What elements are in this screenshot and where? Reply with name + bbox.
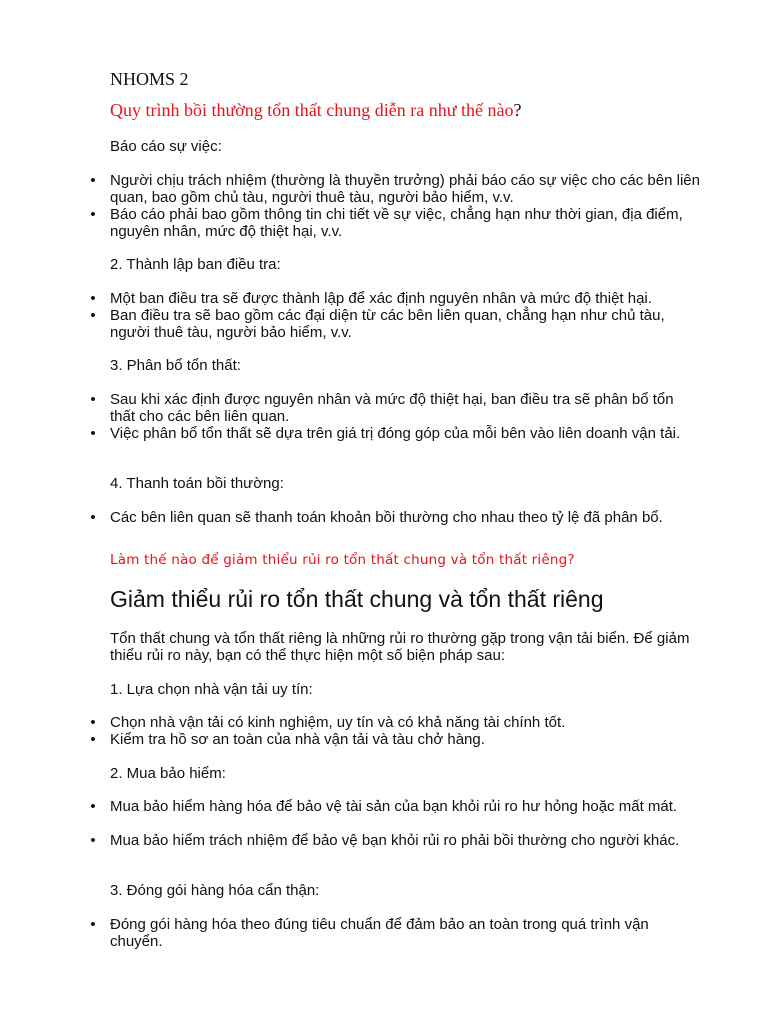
measure-2-item-2 <box>90 832 700 849</box>
section-4-item-1 <box>90 509 700 526</box>
section-2-heading: 2. Thành lập ban điều tra: <box>110 256 281 273</box>
measure-2-item-1 <box>90 798 700 815</box>
section-1-item-1 <box>90 172 700 206</box>
list-item-text: Kiểm tra hồ sơ an toàn của nhà vận tải và tàu chở hàng. <box>110 731 485 748</box>
bullet-icon: • <box>90 509 96 526</box>
section-heading-2: Giảm thiểu rủi ro tổn thất chung và tổn thất riêng <box>110 586 604 612</box>
section-1-item-2 <box>90 206 700 240</box>
bullet-icon: • <box>90 916 96 933</box>
section-3-heading: 3. Phân bổ tổn thất: <box>110 357 241 374</box>
section-3-item-2 <box>90 425 700 442</box>
measure-1-item-2 <box>90 731 700 748</box>
bullet-icon: • <box>90 172 96 189</box>
bullet-icon: • <box>90 714 96 731</box>
bullet-icon: • <box>90 798 96 815</box>
list-item-text: Chọn nhà vận tải có kinh nghiệm, uy tín và có khả năng tài chính tốt. <box>110 714 566 731</box>
list-item-text: Mua bảo hiểm trách nhiệm để bảo vệ bạn khỏi rủi ro phải bồi thường cho người khác. <box>110 832 680 849</box>
question-1-mark: ? <box>513 100 522 120</box>
list-item-text: Sau khi xác định được nguyên nhân và mức độ thiệt hại, ban điều tra sẽ phân bổ tổn thất cho các bên liên quan. <box>110 391 674 425</box>
list-item-text: Các bên liên quan sẽ thanh toán khoản bồi thường cho nhau theo tỷ lệ đã phân bổ. <box>110 509 663 526</box>
question-1-text: Quy trình bồi thường tổn thất chung diễn ra như thế nào <box>110 100 514 120</box>
question-heading-1 <box>110 99 521 121</box>
measure-3-heading: 3. Đóng gói hàng hóa cẩn thận: <box>110 882 320 899</box>
measure-1-item-1 <box>90 714 700 731</box>
section-1-heading: Báo cáo sự việc: <box>110 138 222 155</box>
section-4-heading: 4. Thanh toán bồi thường: <box>110 475 284 492</box>
intro-paragraph: Tổn thất chung và tổn thất riêng là những rủi ro thường gặp trong vận tải biển. Để giảm thiểu rủi ro này, bạn có thể thực hiện một số biện pháp sau: <box>110 630 690 664</box>
bullet-icon: • <box>90 832 96 849</box>
bullet-icon: • <box>90 391 96 408</box>
list-item-text: Một ban điều tra sẽ được thành lập để xác định nguyên nhân và mức độ thiệt hại. <box>110 290 652 307</box>
bullet-icon: • <box>90 206 96 223</box>
bullet-icon: • <box>90 425 96 442</box>
document-title: NHOMS 2 <box>110 69 189 89</box>
section-2-item-1 <box>90 290 700 307</box>
measure-1-heading: 1. Lựa chọn nhà vận tải uy tín: <box>110 681 313 698</box>
list-item-text: Mua bảo hiểm hàng hóa để bảo vệ tài sản của bạn khỏi rủi ro hư hỏng hoặc mất mát. <box>110 798 678 815</box>
list-item-text: Ban điều tra sẽ bao gồm các đại diện từ các bên liên quan, chẳng hạn như chủ tàu, người thuê tàu, người bảo hiểm, v.v. <box>110 307 665 341</box>
bullet-icon: • <box>90 290 96 307</box>
list-item-text: Đóng gói hàng hóa theo đúng tiêu chuẩn để đảm bảo an toàn trong quá trình vận chuyển. <box>110 916 649 950</box>
section-2-item-2 <box>90 307 700 341</box>
measure-2-heading: 2. Mua bảo hiểm: <box>110 765 226 782</box>
section-3-item-1 <box>90 391 700 425</box>
measure-3-item-1 <box>90 916 700 950</box>
question-heading-2: Làm thế nào để giảm thiểu rủi ro tổn thất chung và tổn thất riêng? <box>110 552 575 568</box>
list-item-text: Người chịu trách nhiệm (thường là thuyền trưởng) phải báo cáo sự việc cho các bên liên quan, bao gồm chủ tàu, người thuê tàu, người bảo hiểm, v.v. <box>110 172 700 206</box>
list-item-text: Việc phân bổ tổn thất sẽ dựa trên giá trị đóng góp của mỗi bên vào liên doanh vận tải. <box>110 425 681 442</box>
bullet-icon: • <box>90 731 96 748</box>
list-item-text: Báo cáo phải bao gồm thông tin chi tiết về sự việc, chẳng hạn như thời gian, địa điểm, nguyên nhân, mức độ thiệt hại, v.v. <box>110 206 683 240</box>
bullet-icon: • <box>90 307 96 324</box>
